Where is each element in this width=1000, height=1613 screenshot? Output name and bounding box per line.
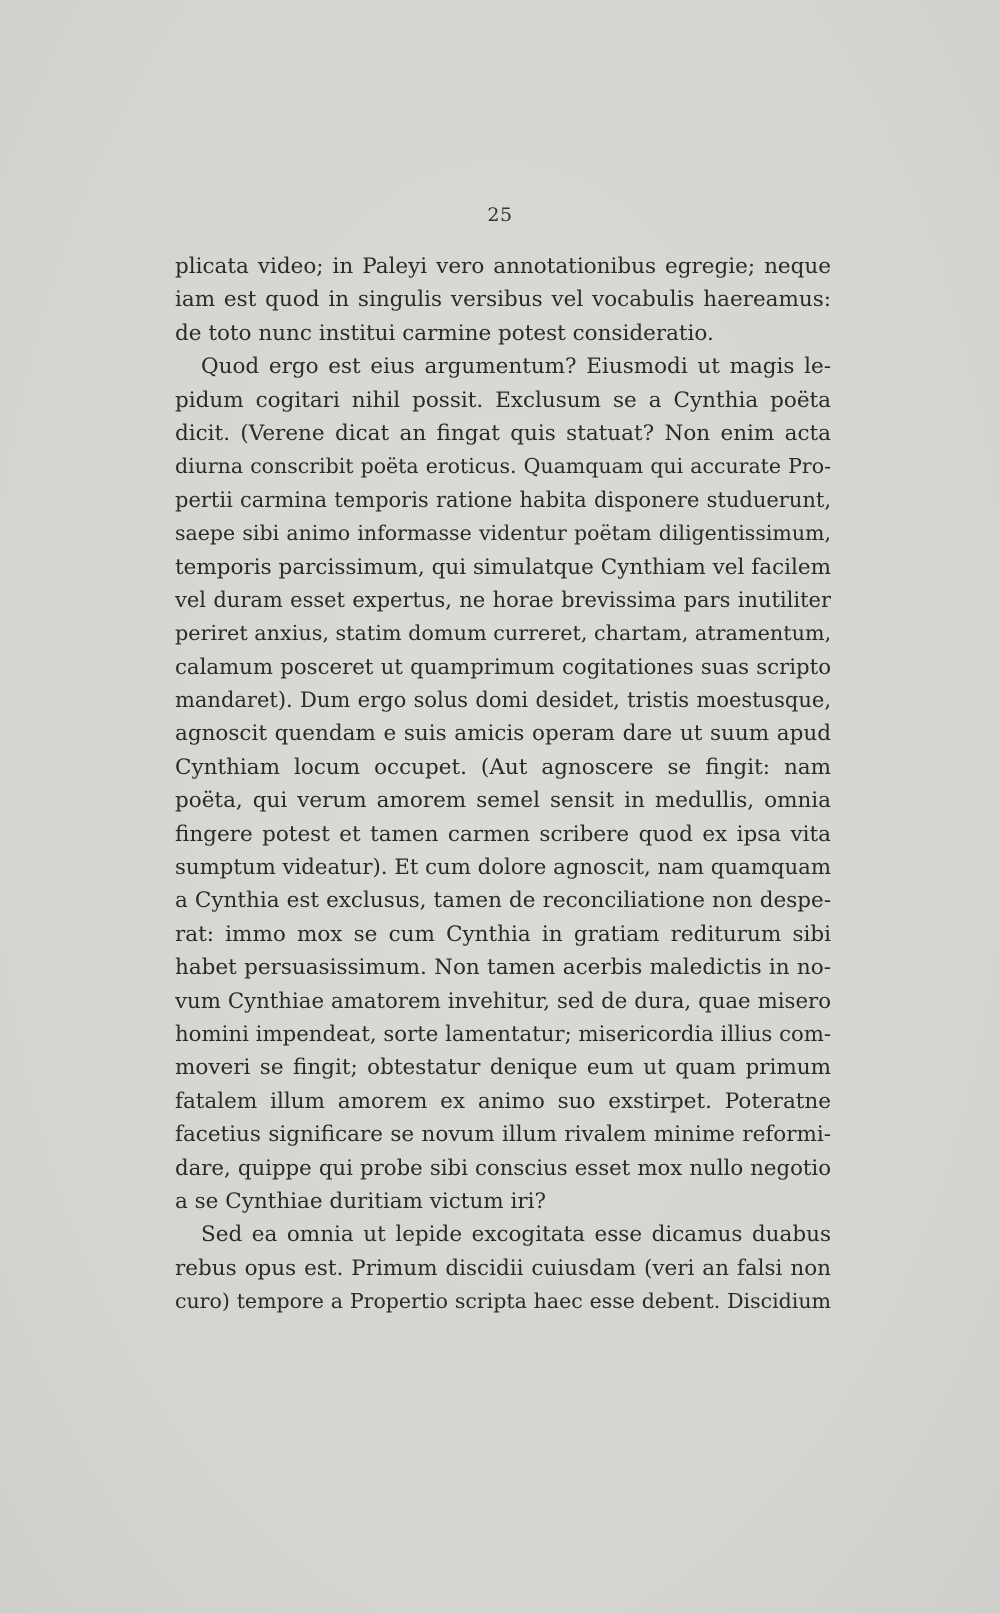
text-line: agnoscit quendam e suis amicis operam dare ut suum apud bbox=[175, 721, 831, 747]
text-line: temporis parcissimum, qui simulatque Cynthiam vel facilem bbox=[175, 554, 831, 580]
text-line: mandaret). Dum ergo solus domi desidet, tristis moestusque, bbox=[175, 688, 831, 713]
text-line: pertii carmina temporis ratione habita disponere studuerunt, bbox=[175, 487, 831, 512]
text-line: vum Cynthiae amatorem invehitur, sed de dura, quae misero bbox=[175, 988, 831, 1014]
text-line: plicata video; in Paleyi vero annotationibus egregie; neque bbox=[175, 254, 831, 279]
text-line: Quod ergo est eius argumentum? Eiusmodi ut magis le- bbox=[201, 354, 831, 380]
text-line: fingere potest et tamen carmen scribere quod ex ipsa vita bbox=[175, 821, 831, 847]
text-line: saepe sibi animo informasse videntur poëtam diligentissimum, bbox=[175, 521, 831, 546]
body-text bbox=[175, 250, 831, 1319]
text-line: pidum cogitari nihil possit. Exclusum se a Cynthia poëta bbox=[175, 387, 831, 413]
text-line: Sed ea omnia ut lepide excogitata esse dicamus duabus bbox=[201, 1222, 831, 1248]
text-line: fatalem illum amorem ex animo suo exstirpet. Poteratne bbox=[175, 1088, 831, 1114]
text-line: homini impendeat, sorte lamentatur; misericordia illius com- bbox=[175, 1021, 831, 1047]
text-line: dicit. (Verene dicat an fingat quis statuat? Non enim acta bbox=[175, 420, 831, 446]
text-line: vel duram esset expertus, ne horae brevissima pars inutiliter bbox=[175, 587, 831, 612]
text-line: iam est quod in singulis versibus vel vocabulis haereamus: bbox=[175, 287, 831, 313]
text-line: de toto nunc institui carmine potest consideratio. bbox=[175, 320, 714, 346]
text-line: rebus opus est. Primum discidii cuiusdam (veri an falsi non bbox=[175, 1255, 831, 1281]
text-line: diurna conscribit poëta eroticus. Quamquam qui accurate Pro- bbox=[175, 454, 831, 479]
page-number: 25 bbox=[487, 204, 513, 226]
text-line: sumptum videatur). Et cum dolore agnoscit, nam quamquam bbox=[175, 855, 831, 881]
text-line: habet persuasissimum. Non tamen acerbis maledictis in no- bbox=[175, 955, 831, 981]
text-line: Cynthiam locum occupet. (Aut agnoscere se fingit: nam bbox=[175, 754, 831, 780]
text-line: a se Cynthiae duritiam victum iri? bbox=[175, 1188, 547, 1214]
text-line: a Cynthia est exclusus, tamen de reconciliatione non despe- bbox=[175, 888, 831, 914]
text-line: curo) tempore a Propertio scripta haec esse debent. Discidium bbox=[175, 1289, 831, 1314]
text-line: poëta, qui verum amorem semel sensit in medullis, omnia bbox=[175, 788, 831, 814]
text-line: periret anxius, statim domum curreret, chartam, atramentum, bbox=[175, 621, 831, 646]
text-line: rat: immo mox se cum Cynthia in gratiam rediturum sibi bbox=[175, 921, 831, 947]
text-line: dare, quippe qui probe sibi conscius esset mox nullo negotio bbox=[175, 1155, 831, 1181]
text-line: moveri se fingit; obtestatur denique eum ut quam primum bbox=[175, 1055, 831, 1081]
text-line: calamum posceret ut quamprimum cogitationes suas scripto bbox=[175, 654, 831, 680]
text-line: facetius significare se novum illum rivalem minime reformi- bbox=[175, 1122, 831, 1148]
